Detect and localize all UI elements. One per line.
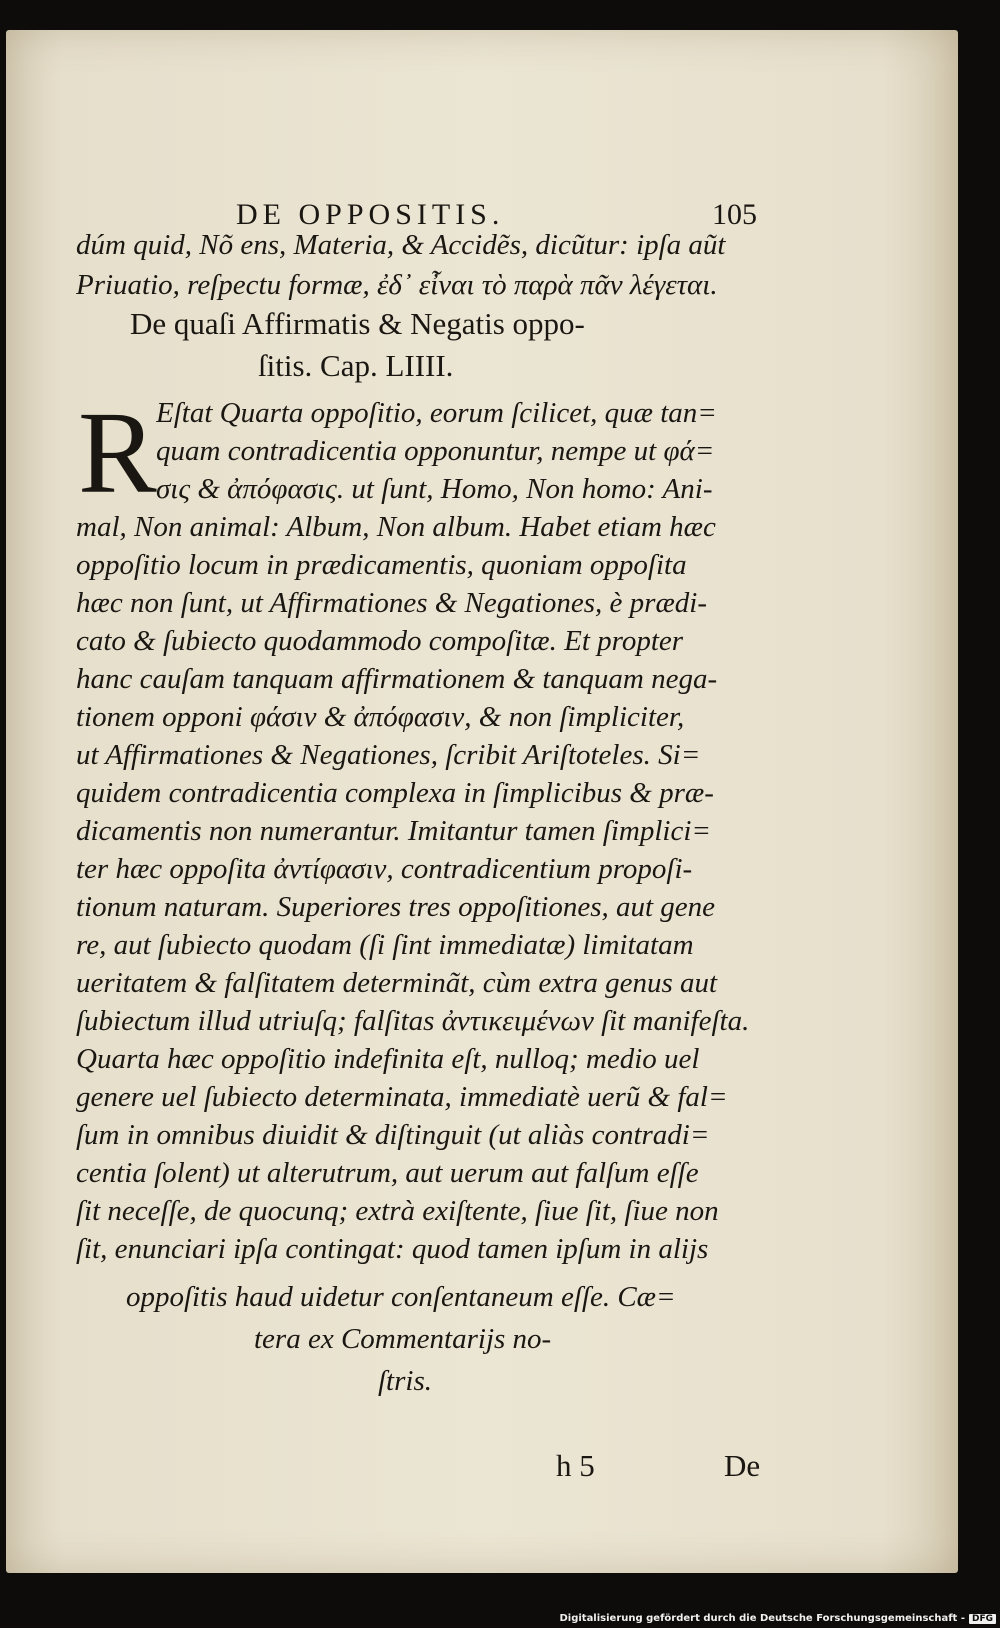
text-line: quam contradicentia opponuntur, nempe ut φά= bbox=[156, 435, 715, 467]
running-header-title: DE OPPOSITIS. bbox=[236, 198, 505, 231]
text-line: tionum naturam. Superiores tres oppoſitiones, aut gene bbox=[76, 891, 716, 923]
text-line: Quarta hæc oppoſitio indefinita eſt, nulloq; medio uel bbox=[76, 1043, 700, 1075]
text-line: σις & ἀπόφασις. ut ſunt, Homo, Non homo: Ani‐ bbox=[156, 473, 713, 505]
drop-cap: R bbox=[78, 387, 157, 518]
text-line: dicamentis non numerantur. Imitantur tamen ſimplici= bbox=[76, 815, 711, 847]
text-line: ſit neceſſe, de quocunq; extrà exiſtente, ſiue ſit, ſiue non bbox=[76, 1195, 719, 1227]
text-line: Priuatio, reſpectu formæ, ἐδ᾽ εἶναι τὸ παρὰ πᾶν λέγεται. bbox=[76, 269, 718, 301]
text-line: dúm quid, Nõ ens, Materia, & Accidẽs, dicũtur: ipſa aũt bbox=[76, 229, 726, 261]
text-line: ſit, enunciari ipſa contingat: quod tamen ipſum in alijs bbox=[76, 1233, 709, 1265]
credit-text: Digitalisierung gefördert durch die Deutsche Forschungsgemeinschaft - bbox=[559, 1613, 965, 1624]
text-line: hanc cauſam tanquam affirmationem & tanquam nega‐ bbox=[76, 663, 718, 695]
text-line: ter hæc oppoſita ἀντίφασιν, contradicentium propoſi‐ bbox=[76, 853, 693, 885]
text-line: genere uel ſubiecto determinata, immediatè uerũ & fal= bbox=[76, 1081, 728, 1113]
chapter-heading-line-1: De quaſi Affirmatis & Negatis oppo‐ bbox=[130, 306, 585, 341]
text-line: hæc non ſunt, ut Affirmationes & Negationes, è prædi‐ bbox=[76, 587, 708, 619]
text-line: quidem contradicentia complexa in ſimplicibus & præ‐ bbox=[76, 777, 714, 809]
book-page bbox=[6, 30, 958, 1573]
text-line: cato & ſubiecto quodammodo compoſitæ. Et propter bbox=[76, 625, 684, 657]
digitization-credit bbox=[559, 1613, 996, 1624]
text-line: re, aut ſubiecto quodam (ſi ſint immediatæ) limitatam bbox=[76, 929, 694, 961]
text-line: tionem opponi φάσιν & ἀπόφασιν, & non ſimpliciter, bbox=[76, 701, 685, 733]
text-line: ſubiectum illud utriuſq; falſitas ἀντικειμένων ſit manifeſta. bbox=[76, 1005, 750, 1037]
chapter-heading-line-2: ſitis. Cap. LIIII. bbox=[258, 348, 454, 383]
text-line: ſum in omnibus diuidit & diſtinguit (ut aliàs contradi= bbox=[76, 1119, 710, 1151]
text-line: centia ſolent) ut alterutrum, aut uerum aut falſum eſſe bbox=[76, 1157, 699, 1189]
text-line: oppoſitis haud uidetur conſentaneum eſſe. Cæ= bbox=[126, 1281, 676, 1313]
text-line: mal, Non animal: Album, Non album. Habet etiam hæc bbox=[76, 511, 716, 543]
text-line: ſtris. bbox=[378, 1365, 432, 1397]
catchword: De bbox=[724, 1448, 761, 1483]
page-number: 105 bbox=[712, 198, 757, 231]
dfg-logo-icon: DFG bbox=[969, 1614, 996, 1624]
text-line: ueritatem & falſitatem determinãt, cùm extra genus aut bbox=[76, 967, 718, 999]
text-line: Eſtat Quarta oppoſitio, eorum ſcilicet, quæ tan= bbox=[156, 397, 717, 429]
text-line: ut Affirmationes & Negationes, ſcribit Ariſtoteles. Si= bbox=[76, 739, 701, 771]
text-line: tera ex Commentarijs no‐ bbox=[254, 1323, 552, 1355]
text-line: oppoſitio locum in prædicamentis, quoniam oppoſita bbox=[76, 549, 687, 581]
signature-mark: h 5 bbox=[556, 1448, 595, 1483]
